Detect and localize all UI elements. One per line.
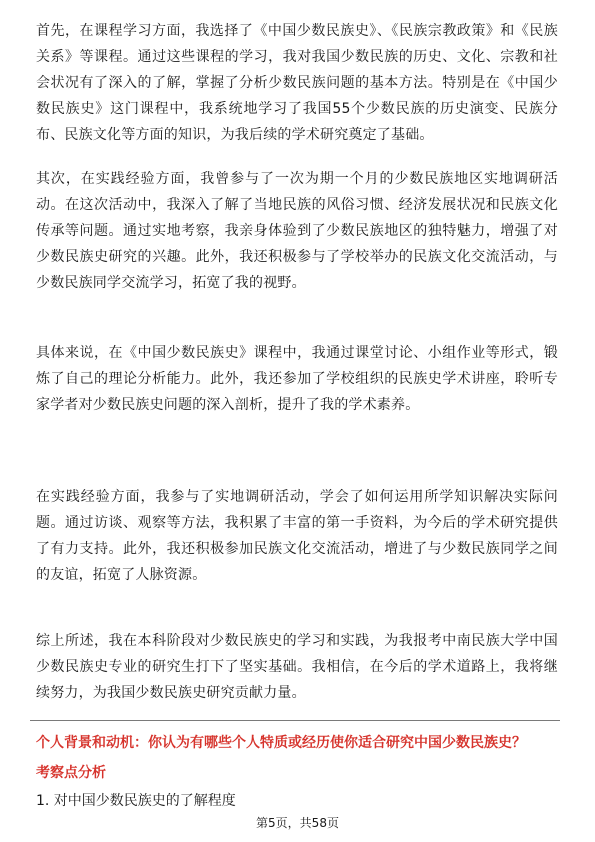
section-divider [30,720,560,721]
body-paragraph: 具体来说，在《中国少数民族史》课程中，我通过课堂讨论、小组作业等形式，锻炼了自己的理论分析能力。此外，我还参加了学校组织的民族史学术讲座，聆听专家学者对少数民族史问题的深入剖析，提升了我的学术素养。 [36,345,558,413]
body-paragraph: 首先，在课程学习方面，我选择了《中国少数民族史》、《民族宗教政策》和《民族关系》等课程。通过这些课程的学习，我对我国少数民族的历史、文化、宗教和社会状况有了深入的了解，掌握了分析少数民族问题的基本方法。特别是在《中国少数民族史》这门课程中，我系统地学习了我国55个少数民族的历史演变、民族分布、民族文化等方面的知识，为我后续的学术研究奠定了基础。 [36,23,558,143]
question-heading: 个人背景和动机：你认为有哪些个人特质或经历使你适合研究中国少数民族史？ [36,735,526,751]
analysis-list-item: 1. 对中国少数民族史的了解程度 [36,793,236,809]
body-paragraph: 综上所述，我在本科阶段对少数民族史的学习和实践，为我报考中南民族大学中国少数民族史专业的研究生打下了坚实基础。我相信，在今后的学术道路上，我将继续努力，为我国少数民族史研究贡献力量。 [36,633,558,701]
page-number: 第5页，共58页 [256,816,339,830]
analysis-subheading: 考察点分析 [36,765,106,781]
body-paragraph: 其次，在实践经验方面，我曾参与了一次为期一个月的少数民族地区实地调研活动。在这次活动中，我深入了解了当地民族的风俗习惯、经济发展状况和民族文化传承等问题。通过实地考察，我亲身体验到了少数民族地区的独特魅力，增强了对少数民族史研究的兴趣。此外，我还积极参与了学校举办的民族文化交流活动，与少数民族同学交流学习，拓宽了我的视野。 [36,171,558,291]
body-paragraph: 在实践经验方面，我参与了实地调研活动，学会了如何运用所学知识解决实际问题。通过访谈、观察等方法，我积累了丰富的第一手资料，为今后的学术研究提供了有力支持。此外，我还积极参加民族文化交流活动，增进了与少数民族同学之间的友谊，拓宽了人脉资源。 [36,489,558,583]
